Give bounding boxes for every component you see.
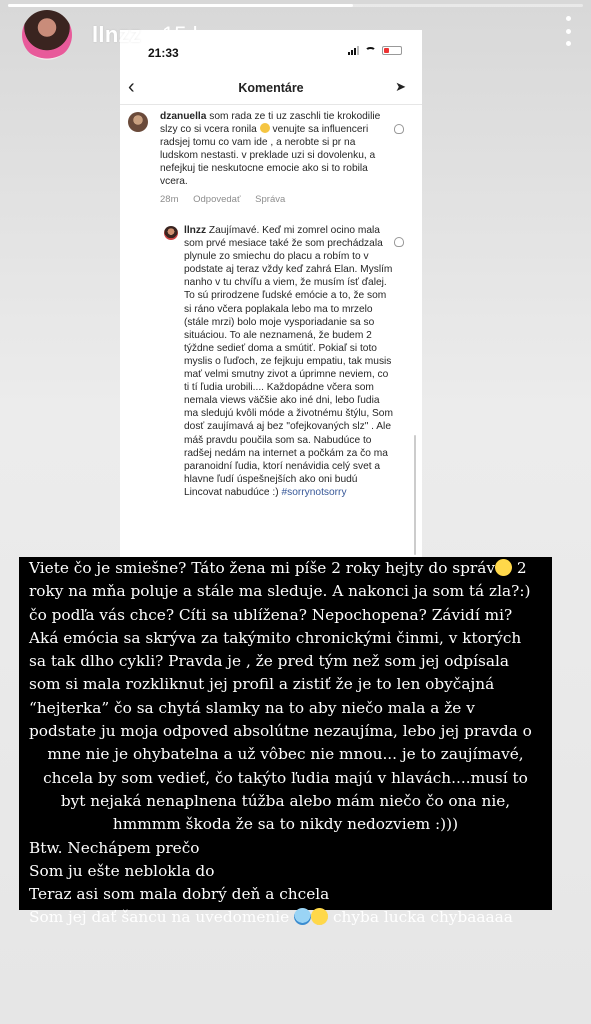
text-span: Som jej dať šancu na uvedomenie	[29, 908, 290, 927]
story-avatar[interactable]	[22, 10, 72, 60]
story-progress-bar	[8, 4, 583, 7]
comment-meta	[160, 194, 297, 205]
heart-outline-icon[interactable]	[394, 124, 404, 134]
story-text-line: roky na mňa poluje a stále ma sleduje. A nakonci ja som tá zla?:)	[29, 582, 531, 601]
story-text-line: čo podľa vás chce? Cíti sa ublížena? Nepochopena? Závidí mi?	[29, 605, 513, 624]
story-text-line: Som ju ešte neblokla do	[29, 861, 215, 880]
comment-text: som rada ze ti uz zaschli tie krokodilie slzy co si vcera ronila	[160, 111, 381, 136]
text-span: 2	[516, 559, 527, 577]
story-text-line: Aká emócia sa skrýva za takýmito chronickými činmi, v ktorých	[29, 628, 522, 647]
message-link[interactable]: Správa	[255, 194, 286, 205]
status-time: 21:33	[148, 46, 179, 60]
comment-time: 28m	[160, 194, 179, 205]
grinning-sweat-emoji-icon	[495, 559, 512, 576]
comment-username[interactable]: dzanuella	[160, 111, 207, 122]
story-text-line: som si mala rozkliknut jej profil a zistiť že je to len obyčajná	[29, 675, 495, 694]
comments-nav-bar	[120, 76, 422, 102]
story-text-line	[29, 557, 542, 580]
story-text-line: Teraz asi som mala dobrý deň a chcela	[29, 885, 330, 904]
reply-avatar[interactable]	[164, 226, 178, 240]
story-username[interactable]: llnzz	[92, 22, 142, 47]
nav-title: Komentáre	[238, 81, 304, 95]
comment-text-cont: venujte sa influenceri radsjej tomu co vam ide , a nerobte si pr na ludskom nestasti. v preklade uzi si dovolenku, a nefejkuj tie neskutocne emocie ako si to robila vcera.	[160, 124, 376, 188]
story-text-line: “hejterka” čo sa chytá slamky na to aby niečo mala a že v	[29, 698, 475, 717]
nav-divider	[120, 104, 422, 105]
scrollbar	[414, 435, 416, 555]
comments-screenshot	[120, 30, 422, 570]
laughing-tears-emoji-icon	[311, 908, 328, 925]
story-text-line	[29, 906, 542, 929]
text-span: chyba lucka chybaaaaa	[332, 908, 513, 927]
heart-outline-icon[interactable]	[394, 237, 404, 247]
back-chevron-icon[interactable]: ‹	[128, 76, 135, 98]
kebab-menu-icon[interactable]	[563, 16, 573, 46]
hashtag-link[interactable]: #sorrynotsorry	[281, 486, 347, 498]
laughing-emoji-icon	[260, 123, 270, 133]
reply-text: Zaujímavé. Keď mi zomrel ocino mala som prvé mesiace také že som prechádzala plynule zo smiechu do placu a robím to v podstate aj teraz vždy keď zahrá Elan. Myslím nanho v tu chvíľu a viem, že musím ísť ďalej. To sú prirodzene ľudské emócie a to, že som si ráno včera poplakala lebo ma to mrzelo (stále mrzi) bolo moje vysporiadanie sa so situáciou. To ale neznamená, že budem 2 týždne sedieť doma a smútiť. Pokiaľ si toto myslis o ľuďoch, ze fejkuju empatiu, tak musis mať velmi smutny zivot a úprimne neviem, co ti tí ľudia urobili.... Každopádne včera som nemala views väčšie ako iné dni, lebo ľudia ma sledujú kvôli móde a životnému štýlu, Som dosť zaujímavá aj bez "ofejkovaných slz" . Ale máš pravdu poučila som sa. Nabudúce to radšej nedám na internet a počkám za čo ma paranoidní ľudia, ktorí nenávidia celý svet a hlavne ľudí úspešnejších ako oni budú Lincovat nabudúce :)	[184, 225, 393, 498]
comment-1	[160, 110, 390, 189]
text-span: Viete čo je smiešne? Táto žena mi píše 2 roky hejty do správ	[29, 559, 495, 577]
story-text-line: byt nejaká nenaplnena túžba alebo mám niečo čo ona nie,	[60, 791, 511, 810]
story-text-line: chcela by som vedieť, čo takýto ľudia majú v hlavách....musí to	[43, 768, 528, 787]
reply-comment	[184, 224, 396, 499]
commenter-avatar[interactable]	[128, 112, 148, 132]
story-header	[22, 10, 577, 64]
reply-link[interactable]: Odpovedať	[193, 194, 241, 205]
cold-face-emoji-icon	[294, 908, 311, 925]
story-text-line: mne nie je ohybatelna a už vôbec nie mnou... je to zaujímavé,	[47, 745, 524, 764]
reply-username[interactable]: llnzz	[184, 225, 207, 236]
story-text-line: podstate ju moja odpoved absolútne nezaujíma, lebo jej pravda o	[29, 722, 532, 741]
story-text-line: hmmmm škoda že sa to nikdy nedozviem :)))	[112, 815, 459, 834]
story-text-line: sa tak dlho cykli? Pravda je , že pred tým než som jej odpísala	[29, 652, 509, 671]
story-text-line: Btw. Nechápem prečo	[29, 838, 200, 857]
story-text-box	[19, 557, 552, 927]
story-time-ago: 15 h	[162, 22, 205, 47]
paper-plane-icon[interactable]: ➤	[395, 79, 406, 94]
story-progress-fill	[8, 4, 353, 7]
